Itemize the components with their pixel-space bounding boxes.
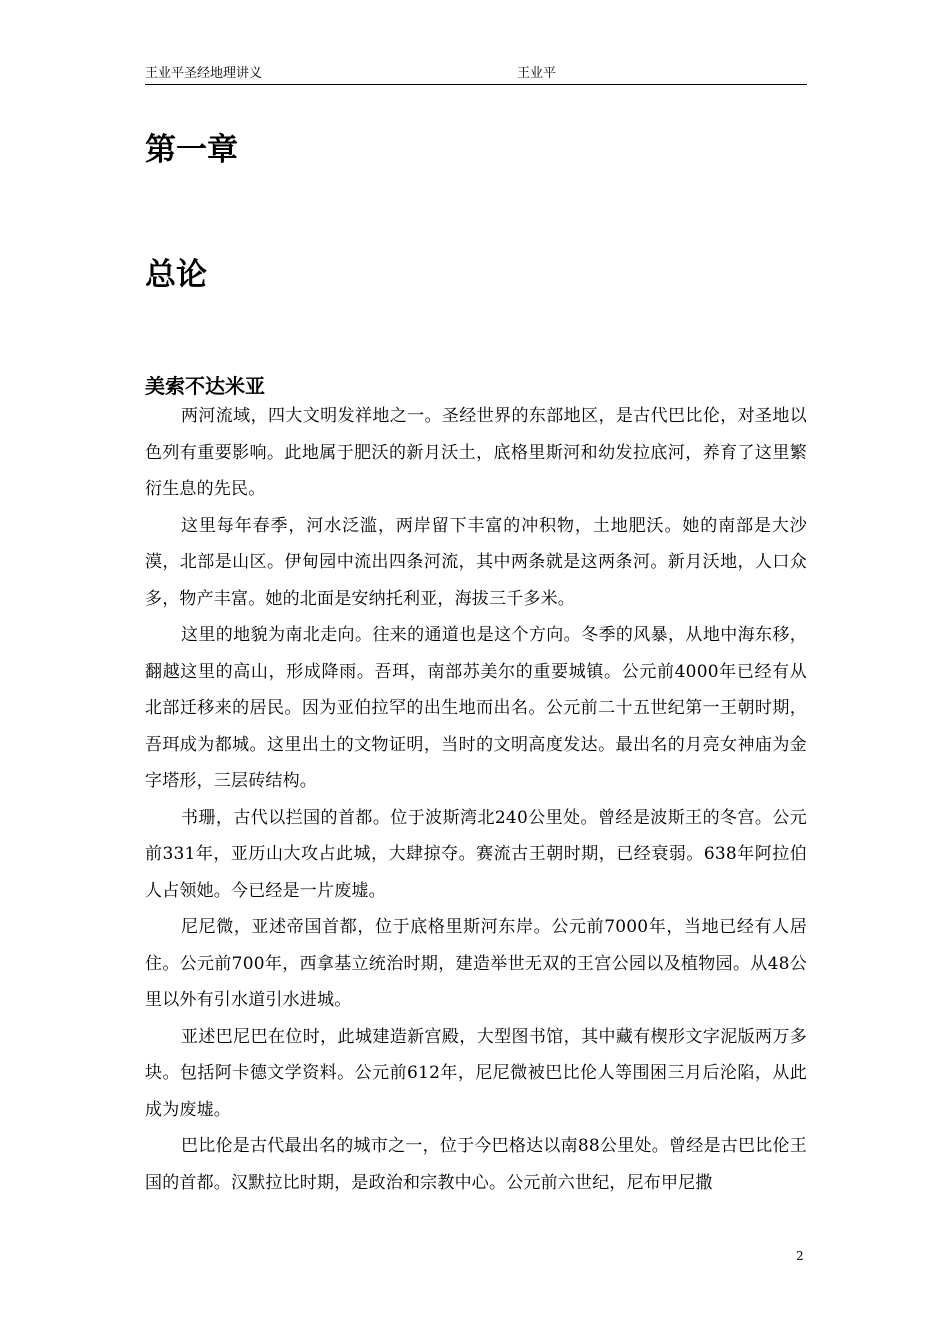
section-title: 总论	[145, 257, 207, 293]
paragraph: 这里的地貌为南北走向。往来的通道也是这个方向。冬季的风暴，从地中海东移，翻越这里的高山，形成降雨。吾珥，南部苏美尔的重要城镇。公元前4000年已经有从北部迁移来的居民。因为亚伯拉罕的出生地而出名。公元前二十五世纪第一王朝时期，吾珥成为都城。这里出土的文物证明，当时的文明高度发达。最出名的月亮女神庙为金字塔形，三层砖结构。	[145, 625, 807, 791]
paragraph: 亚述巴尼巴在位时，此城建造新宫殿，大型图书馆，其中藏有楔形文字泥版两万多块。包括阿卡德文学资料。公元前612年，尼尼微被巴比伦人等围困三月后沦陷，从此成为废墟。	[145, 1026, 807, 1120]
body-text	[145, 398, 807, 1201]
paragraph: 巴比伦是古代最出名的城市之一，位于今巴格达以南88公里处。曾经是古巴比伦王国的首都。汉默拉比时期，是政治和宗教中心。公元前六世纪，尼布甲尼撒	[145, 1136, 807, 1193]
paragraph: 尼尼微，亚述帝国首都，位于底格里斯河东岸。公元前7000年，当地已经有人居住。公元前700年，西拿基立统治时期，建造举世无双的王宫公园以及植物园。从48公里以外有引水道引水进城。	[145, 917, 807, 1010]
paragraph: 这里每年春季，河水泛滥，两岸留下丰富的冲积物，土地肥沃。她的南部是大沙漠，北部是山区。伊甸园中流出四条河流，其中两条就是这两条河。新月沃地，人口众多，物产丰富。她的北面是安纳托利亚，海拔三千多米。	[145, 515, 807, 609]
header-book-title: 王业平圣经地理讲义	[145, 66, 263, 81]
page-header	[145, 64, 807, 85]
chapter-title: 第一章	[145, 132, 238, 168]
page-number: 2	[796, 1249, 804, 1263]
paragraph: 两河流域，四大文明发祥地之一。圣经世界的东部地区，是古代巴比伦，对圣地以色列有重要影响。此地属于肥沃的新月沃土，底格里斯河和幼发拉底河，养育了这里繁衍生息的先民。	[145, 406, 807, 499]
header-author: 王业平	[517, 66, 557, 81]
subsection-title: 美索不达米亚	[145, 374, 265, 398]
paragraph: 书珊，古代以拦国的首都。位于波斯湾北240公里处。曾经是波斯王的冬宫。公元前331年，亚历山大攻占此城，大肆掠夺。赛流古王朝时期，已经衰弱。638年阿拉伯人占领她。今已经是一片废墟。	[145, 807, 807, 901]
